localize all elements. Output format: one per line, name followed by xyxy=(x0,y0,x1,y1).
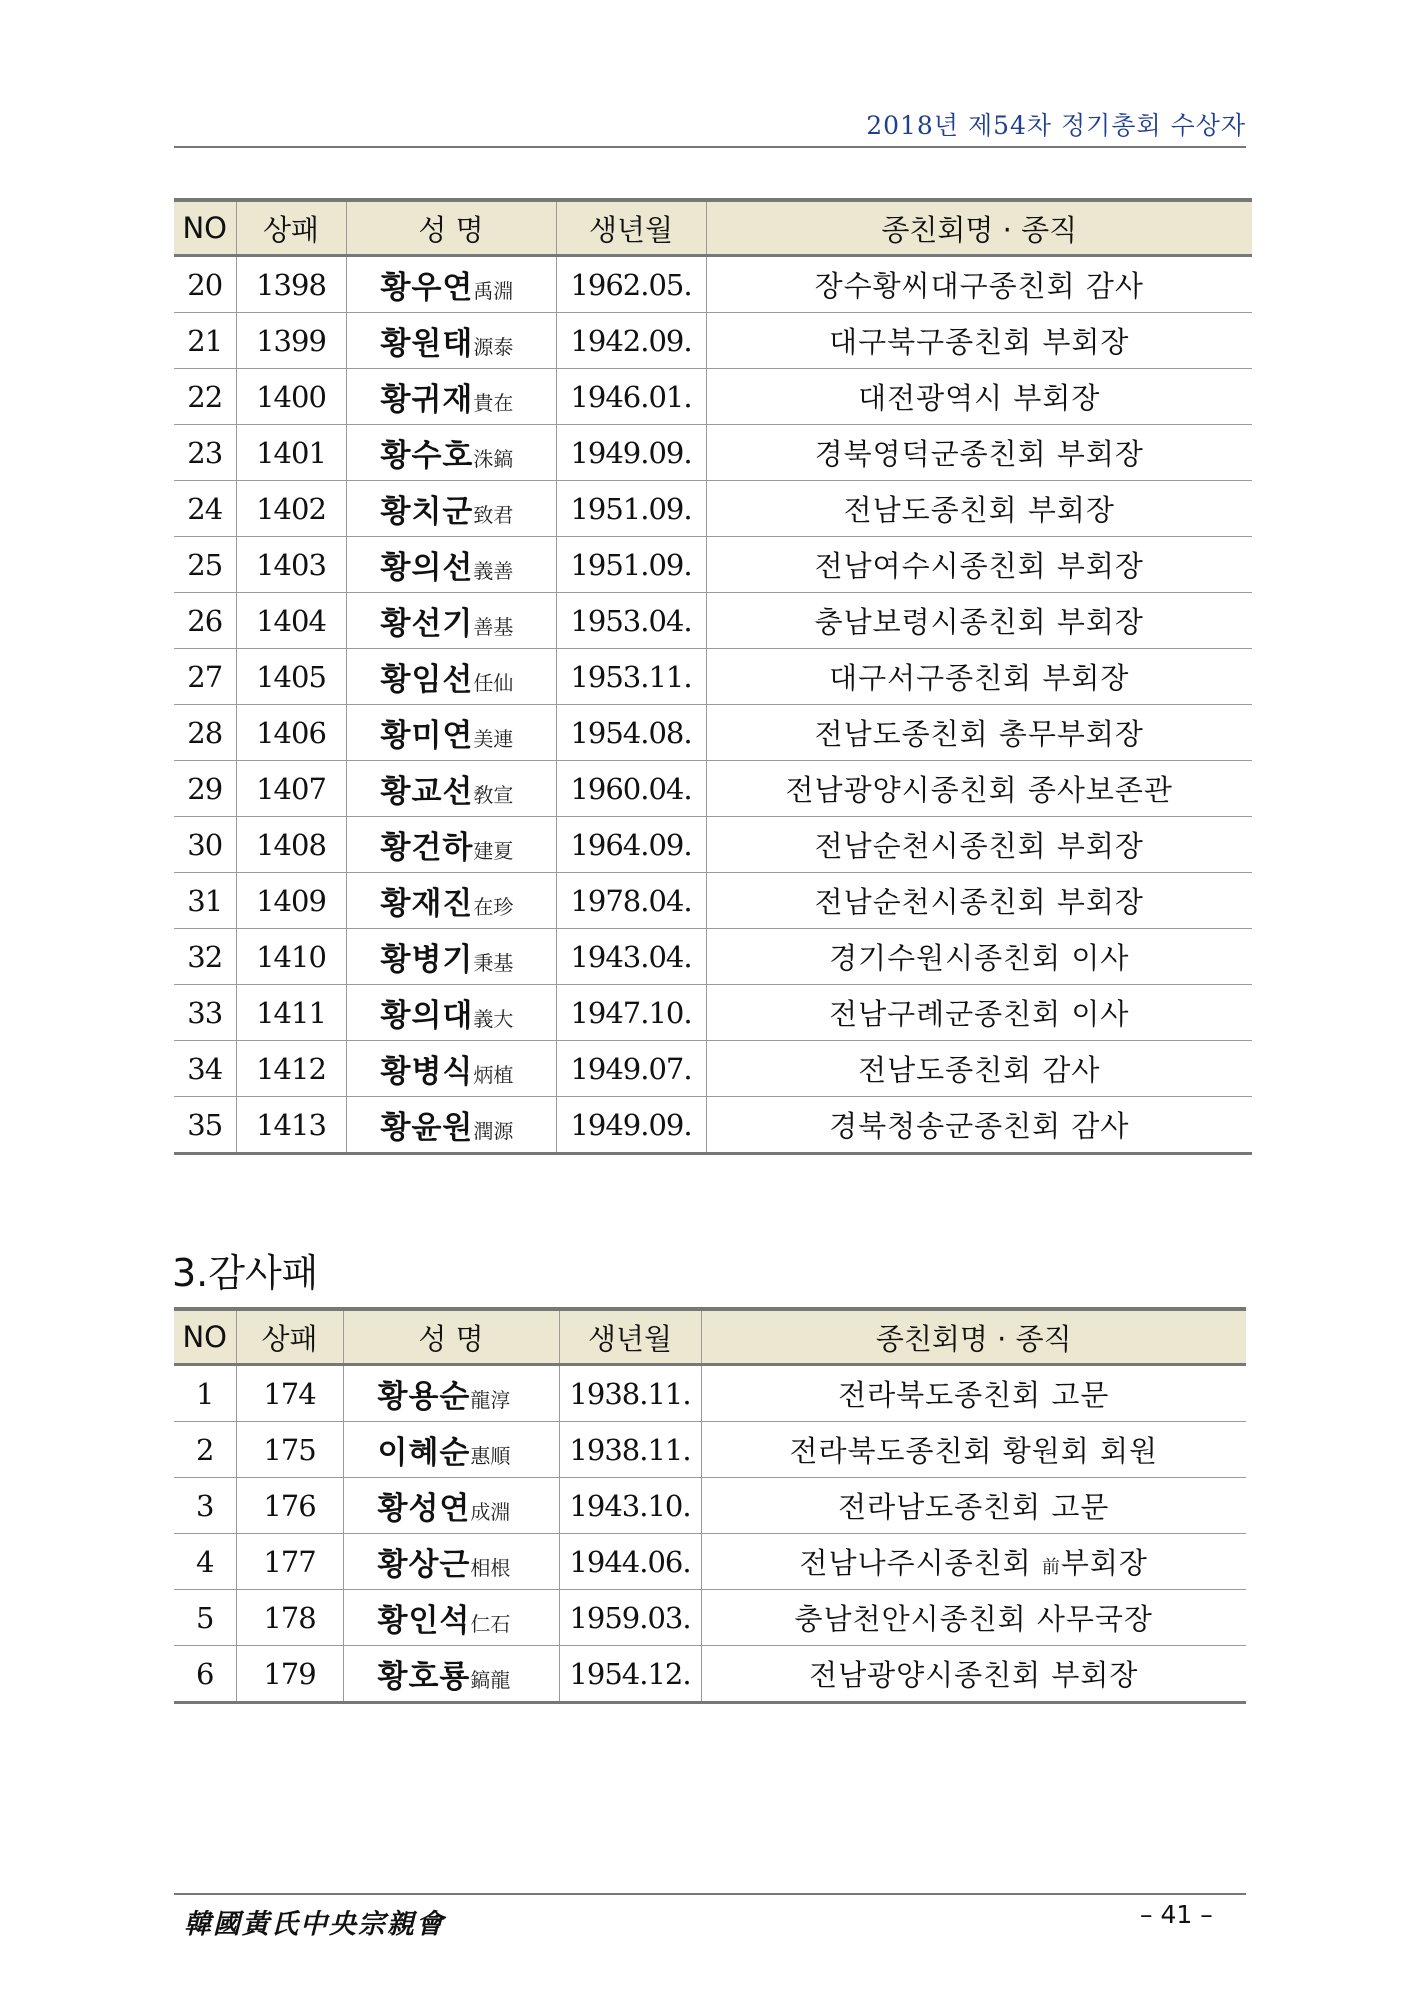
cell-birth: 1947.10. xyxy=(556,985,706,1041)
cell-plaque: 1399 xyxy=(236,313,346,369)
cell-name xyxy=(346,817,556,873)
hanja-name: 建夏 xyxy=(473,839,514,863)
korean-name: 황호룡 xyxy=(377,1659,471,1695)
korean-name: 황임선 xyxy=(380,662,474,698)
hanja-name: 敎宣 xyxy=(473,783,514,807)
cell-name xyxy=(346,593,556,649)
hanja-name: 貴在 xyxy=(473,391,514,415)
korean-name: 황병식 xyxy=(380,1054,474,1090)
korean-name: 황재진 xyxy=(380,886,474,922)
table-row xyxy=(174,705,1252,761)
korean-name: 황의대 xyxy=(380,998,474,1034)
cell-no: 6 xyxy=(174,1646,236,1703)
table-row xyxy=(174,481,1252,537)
cell-plaque: 1411 xyxy=(236,985,346,1041)
cell-name xyxy=(346,256,556,313)
col-header-org: 종친회명 · 종직 xyxy=(701,1309,1246,1365)
table-row xyxy=(174,929,1252,985)
cell-plaque: 1410 xyxy=(236,929,346,985)
hanja-name: 禹淵 xyxy=(473,279,514,303)
cell-birth: 1946.01. xyxy=(556,369,706,425)
korean-name: 황병기 xyxy=(380,942,474,978)
table-row xyxy=(174,593,1252,649)
hanja-name: 善基 xyxy=(473,615,514,639)
cell-no: 21 xyxy=(174,313,236,369)
cell-birth: 1959.03. xyxy=(559,1590,701,1646)
table-header-row xyxy=(174,200,1252,256)
cell-no: 29 xyxy=(174,761,236,817)
cell-birth: 1938.11. xyxy=(559,1422,701,1478)
cell-name xyxy=(346,985,556,1041)
cell-no: 28 xyxy=(174,705,236,761)
cell-birth: 1938.11. xyxy=(559,1365,701,1422)
cell-org: 전라남도종친회 고문 xyxy=(701,1478,1246,1534)
cell-birth: 1944.06. xyxy=(559,1534,701,1590)
cell-birth: 1949.09. xyxy=(556,1097,706,1154)
cell-org: 충남보령시종친회 부회장 xyxy=(706,593,1252,649)
cell-name xyxy=(346,705,556,761)
korean-name: 황용순 xyxy=(377,1379,471,1415)
cell-plaque: 177 xyxy=(236,1534,343,1590)
table-row xyxy=(174,817,1252,873)
cell-org: 전남나주시종친회 前부회장 xyxy=(701,1534,1246,1590)
cell-birth: 1978.04. xyxy=(556,873,706,929)
cell-plaque: 1400 xyxy=(236,369,346,425)
col-header-no: NO xyxy=(174,1309,236,1365)
col-header-birth: 생년월 xyxy=(556,200,706,256)
cell-name xyxy=(346,425,556,481)
cell-org: 장수황씨대구종친회 감사 xyxy=(706,256,1252,313)
cell-plaque: 1402 xyxy=(236,481,346,537)
awardees-table-1 xyxy=(174,198,1252,1155)
hanja-name: 潤源 xyxy=(473,1119,514,1143)
section-title: 3.감사패 xyxy=(172,1251,319,1295)
table-row xyxy=(174,985,1252,1041)
cell-plaque: 178 xyxy=(236,1590,343,1646)
cell-org: 전남여수시종친회 부회장 xyxy=(706,537,1252,593)
cell-org: 경북영덕군종친회 부회장 xyxy=(706,425,1252,481)
cell-org: 전남순천시종친회 부회장 xyxy=(706,873,1252,929)
cell-name xyxy=(343,1365,559,1422)
cell-no: 4 xyxy=(174,1534,236,1590)
cell-plaque: 1403 xyxy=(236,537,346,593)
korean-name: 황미연 xyxy=(380,718,474,754)
page-header-title: 2018년 제54차 정기총회 수상자 xyxy=(866,111,1246,140)
hanja-name: 龍淳 xyxy=(470,1388,511,1412)
hanja-name: 任仙 xyxy=(473,671,514,695)
cell-name xyxy=(346,369,556,425)
cell-org: 충남천안시종친회 사무국장 xyxy=(701,1590,1246,1646)
col-header-plaque: 상패 xyxy=(236,1309,343,1365)
cell-plaque: 175 xyxy=(236,1422,343,1478)
table-row xyxy=(174,425,1252,481)
awardees-table-2 xyxy=(174,1307,1246,1704)
korean-name: 황상근 xyxy=(377,1547,471,1583)
table-row xyxy=(174,649,1252,705)
hanja-name: 鎬龍 xyxy=(470,1668,511,1692)
cell-no: 5 xyxy=(174,1590,236,1646)
cell-name xyxy=(343,1534,559,1590)
hanja-name: 成淵 xyxy=(470,1500,511,1524)
table-row xyxy=(174,1422,1246,1478)
cell-birth: 1943.04. xyxy=(556,929,706,985)
col-header-no: NO xyxy=(174,200,236,256)
korean-name: 황우연 xyxy=(380,270,474,306)
cell-org: 전남도종친회 감사 xyxy=(706,1041,1252,1097)
korean-name: 황인석 xyxy=(377,1603,471,1639)
cell-name xyxy=(346,1097,556,1154)
page-number: – 41 – xyxy=(1140,1900,1213,1929)
table-row xyxy=(174,369,1252,425)
korean-name: 황선기 xyxy=(380,606,474,642)
cell-org: 전남광양시종친회 부회장 xyxy=(701,1646,1246,1703)
cell-name xyxy=(346,873,556,929)
cell-org: 전라북도종친회 황원회 회원 xyxy=(701,1422,1246,1478)
cell-name xyxy=(346,761,556,817)
cell-org: 전남광양시종친회 종사보존관 xyxy=(706,761,1252,817)
cell-name xyxy=(346,481,556,537)
header-divider xyxy=(174,146,1246,148)
korean-name: 황귀재 xyxy=(380,382,474,418)
table-row xyxy=(174,873,1252,929)
table-row xyxy=(174,761,1252,817)
korean-name: 황건하 xyxy=(380,830,474,866)
hanja-name: 源泰 xyxy=(473,335,514,359)
hanja-name: 洙鎬 xyxy=(473,447,514,471)
cell-name xyxy=(346,649,556,705)
cell-org: 전남도종친회 총무부회장 xyxy=(706,705,1252,761)
cell-org: 대구북구종친회 부회장 xyxy=(706,313,1252,369)
cell-plaque: 1413 xyxy=(236,1097,346,1154)
cell-no: 23 xyxy=(174,425,236,481)
hanja-name: 仁石 xyxy=(470,1612,511,1636)
korean-name: 황교선 xyxy=(380,774,474,810)
cell-no: 24 xyxy=(174,481,236,537)
footer-divider xyxy=(174,1893,1246,1895)
col-header-org: 종친회명 · 종직 xyxy=(706,200,1252,256)
cell-no: 20 xyxy=(174,256,236,313)
hanja-name: 美連 xyxy=(473,727,514,751)
table-row xyxy=(174,256,1252,313)
cell-plaque: 179 xyxy=(236,1646,343,1703)
hanja-name: 義善 xyxy=(473,559,514,583)
cell-no: 3 xyxy=(174,1478,236,1534)
cell-birth: 1951.09. xyxy=(556,481,706,537)
cell-no: 2 xyxy=(174,1422,236,1478)
korean-name: 이혜순 xyxy=(377,1435,471,1471)
cell-no: 25 xyxy=(174,537,236,593)
cell-name xyxy=(343,1590,559,1646)
cell-no: 27 xyxy=(174,649,236,705)
cell-no: 34 xyxy=(174,1041,236,1097)
cell-birth: 1962.05. xyxy=(556,256,706,313)
cell-org: 경북청송군종친회 감사 xyxy=(706,1097,1252,1154)
cell-plaque: 1407 xyxy=(236,761,346,817)
cell-birth: 1949.09. xyxy=(556,425,706,481)
cell-no: 33 xyxy=(174,985,236,1041)
cell-name xyxy=(346,537,556,593)
cell-plaque: 1408 xyxy=(236,817,346,873)
table-row xyxy=(174,1590,1246,1646)
cell-birth: 1943.10. xyxy=(559,1478,701,1534)
korean-name: 황성연 xyxy=(377,1491,471,1527)
cell-org: 경기수원시종친회 이사 xyxy=(706,929,1252,985)
cell-plaque: 1401 xyxy=(236,425,346,481)
korean-name: 황윤원 xyxy=(380,1110,474,1146)
cell-org: 전남순천시종친회 부회장 xyxy=(706,817,1252,873)
korean-name: 황치군 xyxy=(380,494,474,530)
cell-no: 35 xyxy=(174,1097,236,1154)
cell-no: 22 xyxy=(174,369,236,425)
hanja-name: 炳植 xyxy=(473,1063,514,1087)
former-prefix: 前 xyxy=(1041,1557,1061,1578)
cell-plaque: 176 xyxy=(236,1478,343,1534)
hanja-name: 義大 xyxy=(473,1007,514,1031)
col-header-plaque: 상패 xyxy=(236,200,346,256)
cell-plaque: 1406 xyxy=(236,705,346,761)
table-row xyxy=(174,1478,1246,1534)
cell-org: 대구서구종친회 부회장 xyxy=(706,649,1252,705)
cell-name xyxy=(346,929,556,985)
cell-no: 30 xyxy=(174,817,236,873)
cell-name xyxy=(346,1041,556,1097)
korean-name: 황의선 xyxy=(380,550,474,586)
hanja-name: 在珍 xyxy=(473,895,514,919)
cell-name xyxy=(346,313,556,369)
cell-plaque: 1404 xyxy=(236,593,346,649)
cell-birth: 1949.07. xyxy=(556,1041,706,1097)
cell-birth: 1953.11. xyxy=(556,649,706,705)
cell-plaque: 174 xyxy=(236,1365,343,1422)
cell-birth: 1951.09. xyxy=(556,537,706,593)
cell-org: 전남도종친회 부회장 xyxy=(706,481,1252,537)
cell-name xyxy=(343,1478,559,1534)
cell-no: 32 xyxy=(174,929,236,985)
table-row xyxy=(174,1646,1246,1703)
korean-name: 황원태 xyxy=(380,326,474,362)
hanja-name: 致君 xyxy=(473,503,514,527)
cell-birth: 1954.08. xyxy=(556,705,706,761)
cell-org: 대전광역시 부회장 xyxy=(706,369,1252,425)
hanja-name: 相根 xyxy=(470,1556,511,1580)
cell-no: 31 xyxy=(174,873,236,929)
cell-plaque: 1412 xyxy=(236,1041,346,1097)
hanja-name: 秉基 xyxy=(473,951,514,975)
korean-name: 황수호 xyxy=(380,438,474,474)
cell-no: 26 xyxy=(174,593,236,649)
table-row xyxy=(174,537,1252,593)
cell-birth: 1942.09. xyxy=(556,313,706,369)
cell-birth: 1954.12. xyxy=(559,1646,701,1703)
cell-birth: 1960.04. xyxy=(556,761,706,817)
cell-plaque: 1409 xyxy=(236,873,346,929)
table-row xyxy=(174,313,1252,369)
cell-name xyxy=(343,1646,559,1703)
col-header-name: 성 명 xyxy=(343,1309,559,1365)
cell-no: 1 xyxy=(174,1365,236,1422)
cell-plaque: 1405 xyxy=(236,649,346,705)
col-header-name: 성 명 xyxy=(346,200,556,256)
table-header-row xyxy=(174,1309,1246,1365)
cell-name xyxy=(343,1422,559,1478)
hanja-name: 惠順 xyxy=(470,1444,511,1468)
col-header-birth: 생년월 xyxy=(559,1309,701,1365)
table-row xyxy=(174,1041,1252,1097)
table-body xyxy=(174,256,1252,1154)
table-row xyxy=(174,1534,1246,1590)
table-row xyxy=(174,1365,1246,1422)
cell-org: 전라북도종친회 고문 xyxy=(701,1365,1246,1422)
cell-birth: 1964.09. xyxy=(556,817,706,873)
cell-org: 전남구례군종친회 이사 xyxy=(706,985,1252,1041)
cell-birth: 1953.04. xyxy=(556,593,706,649)
table-body xyxy=(174,1365,1246,1703)
cell-plaque: 1398 xyxy=(236,256,346,313)
footer-org-name: 韓國黃氏中央宗親會 xyxy=(184,1909,445,1940)
table-row xyxy=(174,1097,1252,1154)
